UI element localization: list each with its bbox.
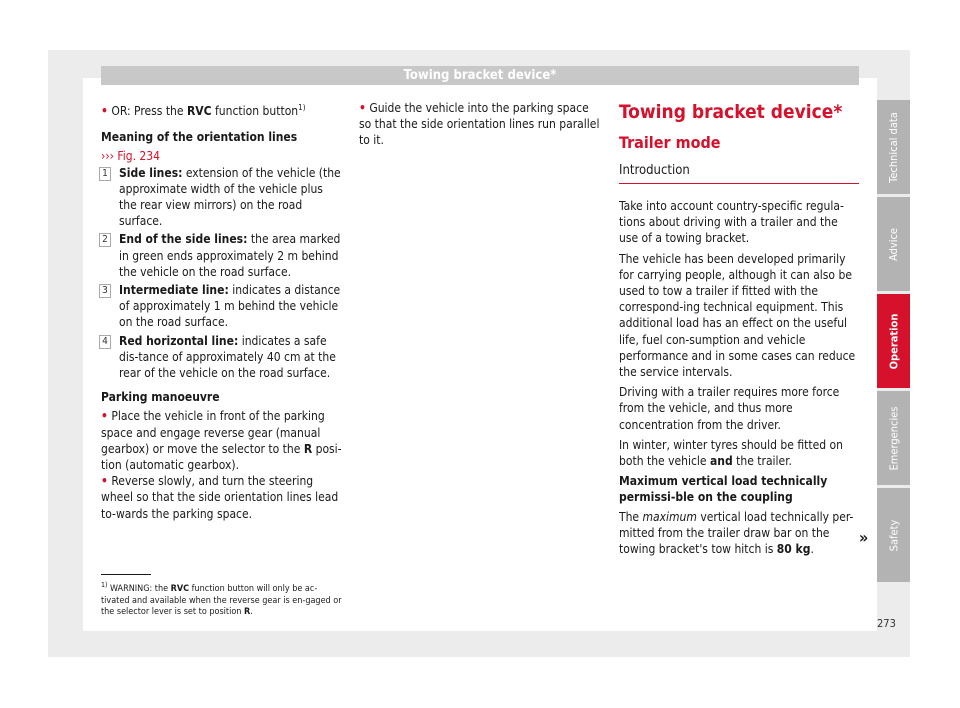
list-item: 2 End of the side lines: the area marked in green ends approximately 2 m behind the vehicle on the road surface. <box>101 231 343 280</box>
meaning-heading: Meaning of the orientation lines <box>101 130 298 145</box>
subsection-title: Trailer mode <box>619 133 721 152</box>
bullet-icon: • <box>101 104 108 118</box>
paragraph: The maximum vertical load technically per-mitted from the trailer draw bar on the towing bracket's tow hitch is 80 kg. <box>619 509 854 557</box>
bullet-guide-vehicle: • Guide the vehicle into the parking space so that the side orientation lines run parallel to it. <box>359 101 600 148</box>
tab-technical-data[interactable]: Technical data <box>877 100 910 194</box>
tab-emergencies[interactable]: Emergencies <box>877 391 910 485</box>
bullet-place-vehicle: • Place the vehicle in front of the parking space and engage reverse gear (manual gearbox) or move the selector to the R posi-tion (automatic gearbox). <box>101 409 342 473</box>
column-middle <box>359 100 601 149</box>
footnote-divider <box>101 574 151 575</box>
bullet-reverse: • Reverse slowly, and turn the steering wheel so that the side orientation lines lead to-wards the parking space. <box>101 474 339 521</box>
figure-link[interactable]: ››› Fig. 234 <box>101 149 161 164</box>
paragraph: In winter, winter tyres should be fitted on both the vehicle and the trailer. <box>619 437 843 469</box>
tab-safety[interactable]: Safety <box>877 488 910 582</box>
page-number: 273 <box>877 617 896 630</box>
column-right <box>619 100 859 557</box>
continue-icon: » <box>859 528 869 547</box>
bullet-rvc: • OR: Press the RVC function button$^{1)}$ <box>101 103 306 118</box>
list-item: 3 Intermediate line: indicates a distance of approximately 1 m behind the vehicle on the road surface. <box>101 282 343 331</box>
load-heading: Maximum vertical load technically permissi-ble on the coupling <box>619 474 828 505</box>
tab-advice[interactable]: Advice <box>877 197 910 291</box>
tab-operation[interactable]: Operation <box>877 294 910 388</box>
paragraph: Take into account country-specific regula-tions about driving with a trailer and the use of a towing bracket. <box>619 199 844 246</box>
list-item: 4 Red horizontal line: indicates a safe dis-tance of approximately 40 cm at the rear of the vehicle on the road surface. <box>101 333 343 382</box>
running-header: Towing bracket device* <box>101 66 859 85</box>
list-item: 1 Side lines: extension of the vehicle (the approximate width of the vehicle plus the rear view mirrors) on the road surface. <box>101 165 343 230</box>
parking-heading: Parking manoeuvre <box>101 390 220 405</box>
topic-title: Introduction <box>619 162 859 184</box>
column-left <box>101 100 343 522</box>
paragraph: Driving with a trailer requires more force from the vehicle, and thus more concentration from the driver. <box>619 385 840 432</box>
footnote: $^{1)}$ WARNING: the RVC function button will only be ac-tivated and available when the reverse gear is en-gaged or the selector lever is set to position R. <box>101 581 342 617</box>
paragraph: The vehicle has been developed primarily for carrying people, although it can also be used to tow a trailer if fitted with the correspond-ing technical equipment. This additional load has an effect on the useful life, fuel con-sumption and vehicle performance and in some cases can reduce the service intervals. <box>619 251 856 380</box>
orientation-list <box>101 165 343 382</box>
section-title: Towing bracket device* <box>619 101 843 123</box>
